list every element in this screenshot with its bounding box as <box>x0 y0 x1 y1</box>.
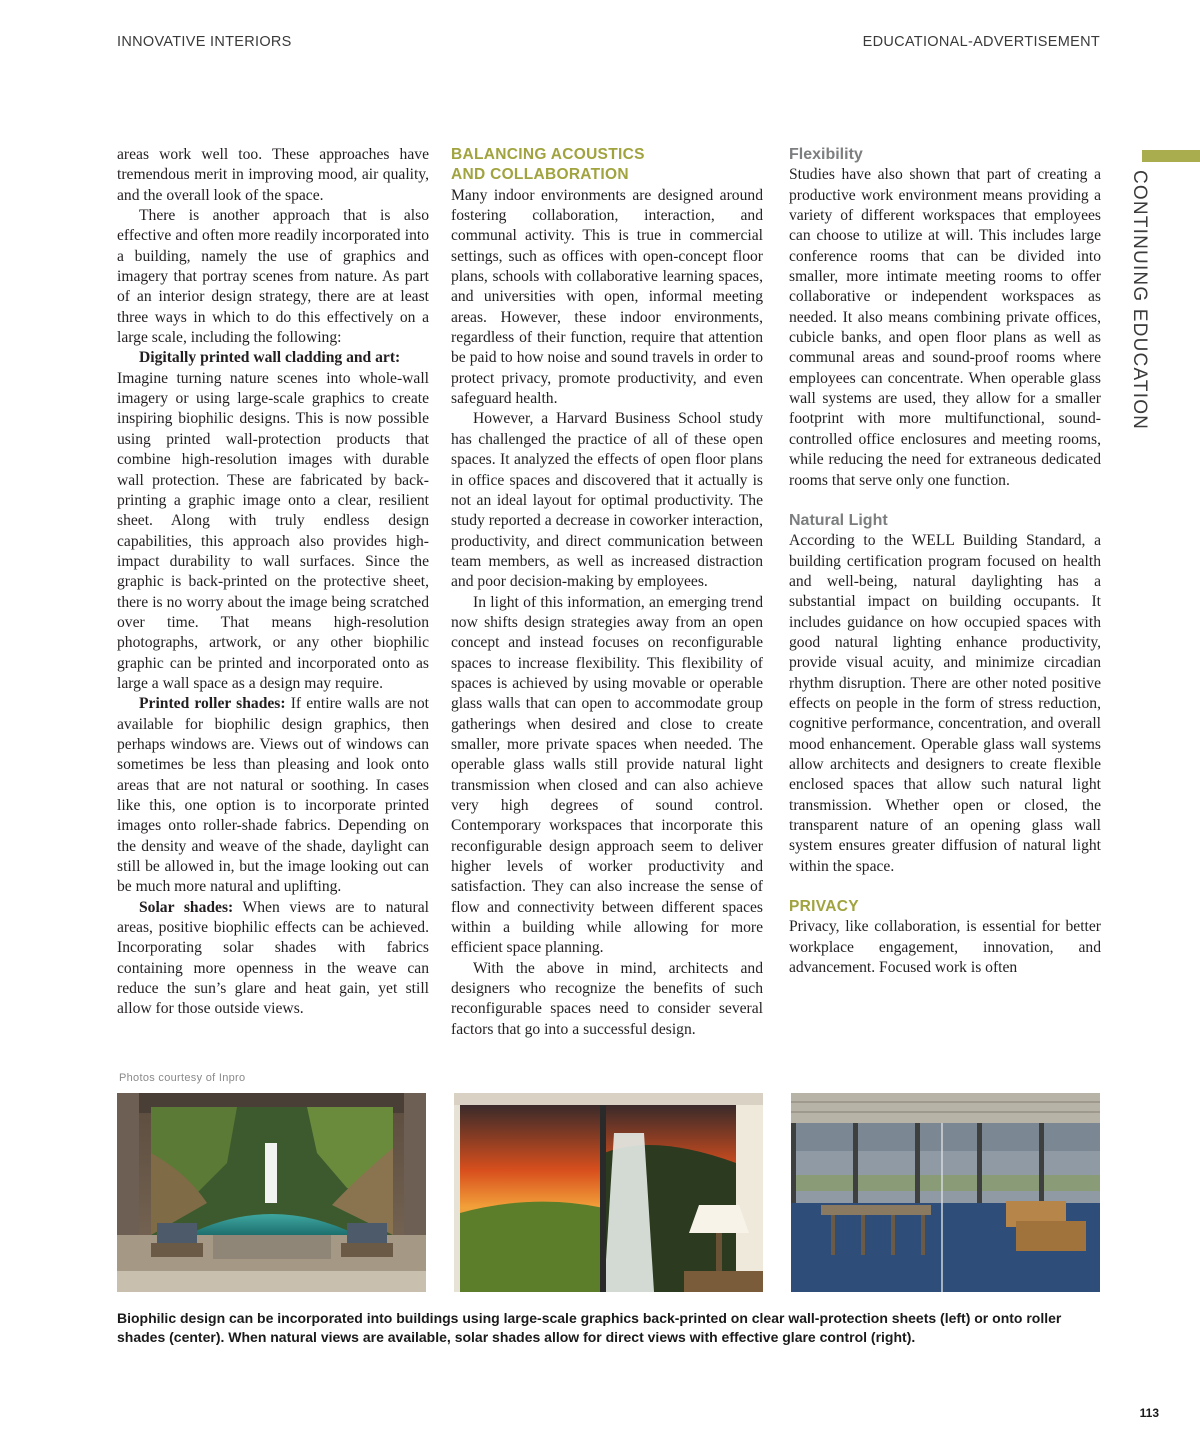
run-in-head: Printed roller shades: <box>139 695 286 713</box>
paragraph: With the above in mind, architects and designers who recognize the benefits of such reconfigurable spaces need to consider several factors that go into a successful design. <box>451 959 763 1038</box>
paragraph: In light of this information, an emerging trend now shifts design strategies away from an open concept and instead focuses on reconfigurable spaces to increase flexibility. This flexibility of spaces is achieved by using movable or operable glass walls that can open to accommodate group gatherings when desired and close to create smaller, more private spaces when needed. The operable glass walls still provide natural light transmission when closed and can also achieve very high degrees of sound control. Contemporary workspaces that incorporate this reconfigurable design approach seem to deliver higher levels of worker productivity and satisfaction. They can also increase the sense of flow and connectivity between different spaces within a building while allowing for more efficient space planning. <box>451 593 763 957</box>
paragraph: However, a Harvard Business School study has challenged the practice of all of these open spaces. It analyzed the effects of open floor plans in office spaces and discovered that it actually is not an ideal layout for optimal productivity. The study reported a decrease in coworker interaction, productivity, and direct communication between team members, as well as increased distraction and poor decision-making by employees. <box>451 410 763 591</box>
side-tab-label: CONTINUING EDUCATION <box>1129 170 1150 431</box>
section-heading <box>451 145 763 186</box>
section-heading-privacy: PRIVACY <box>789 898 859 916</box>
paragraph-body: Imagine turning nature scenes into whole-wall imagery or using large-scale graphics to create inspiring biophilic designs. This is now possible using printed wall-protection products that combine high-resolution images with durable wall protection. These are fabricated by back-printing a graphic image onto a clear, resilient sheet. Along with truly endless design capabilities, this approach also provides high-impact durability to wall surfaces. Since the graphic is back-printed on the protective sheet, there is no worry about the image being scratched over time. That means high-resolution photographs, artwork, or any other biophilic graphic can be printed and incorporated onto as large a wall space as a design may require. <box>117 369 429 692</box>
text-column-1 <box>117 145 429 1020</box>
paragraph <box>117 348 429 694</box>
paragraph: areas work well too. These approaches have tremendous merit in improving mood, air quality, and the overall look of the space. <box>117 146 429 204</box>
section-heading-line: AND COLLABORATION <box>451 166 629 184</box>
photo-credit: Photos courtesy of Inpro <box>119 1072 246 1084</box>
paragraph: According to the WELL Building Standard, a building certification program focused on health and well-being, natural daylighting has a substantial impact on building occupants. It includes guidance on how occupied spaces with good natural lighting enhance productivity, provide visual acuity, and minimize circadian rhythm disruption. There are other noted positive effects on people in the form of stress reduction, cognitive performance, concentration, and overall mood enhancement. Operable glass wall systems allow architects and designers to create flexible enclosed spaces that allow such natural light transmission. Whether open or closed, the transparent nature of an opening glass wall system ensures greater diffusion of natural light within the space. <box>789 532 1101 875</box>
paragraph: Studies have also shown that part of creating a productive work environment means providing a variety of different workspaces that employees can choose to utilize at will. This includes large conference rooms that can be divided into smaller, more intimate meeting rooms to offer collaborative or independent workspaces as needed. It also means combining private offices, cubicle banks, and open floor plans as well as communal areas and sound-proof rooms where employees can concentrate. When operable glass wall systems are used, they allow for a smaller footprint with more multifunctional, sound-controlled office enclosures and meeting rooms, while reducing the need for extraneous dedicated rooms that serve only one function. <box>789 166 1101 489</box>
paragraph-body: When views are to natural areas, positive biophilic effects can be achieved. Incorporating solar shades with fabrics containing more openness in the weave can reduce the sun’s glare and heat gain, yet still allow for those outside views. <box>117 898 429 1018</box>
side-tab-accent-bar <box>1142 150 1200 162</box>
running-header-right: EDUCATIONAL-ADVERTISEMENT <box>862 34 1100 50</box>
section-heading-line: BALANCING ACOUSTICS <box>451 146 645 163</box>
run-in-head: Solar shades: <box>139 898 234 916</box>
paragraph <box>117 898 429 1020</box>
subheading-flexibility: Flexibility <box>789 146 863 163</box>
subheading-natural-light: Natural Light <box>789 511 888 529</box>
paragraph-body: If entire walls are not available for biophilic design graphics, then perhaps windows are. Views out of windows can sometimes be less than pleasing and look onto areas that are not natural or soothing. In cases like this, one option is to incorporate printed images onto roller-shade fabrics. Depending on the density and weave of the shade, daylight can still be allowed in, but the image looking out can be much more natural and uplifting. <box>117 695 429 896</box>
paragraph <box>117 694 429 897</box>
paragraph: Privacy, like collaboration, is essential for better workplace engagement, innovation, and advancement. Focused work is often <box>789 918 1101 977</box>
waterfall-wall-graphic-photo <box>117 1093 426 1292</box>
paragraph: There is another approach that is also effective and often more readily incorporated into a building, namely the use of graphics and imagery that portray scenes from nature. As part of an interior design strategy, there are at least three ways in which to do this effectively on a large scale, including the following: <box>117 207 429 347</box>
running-header-left: INNOVATIVE INTERIORS <box>117 34 292 50</box>
text-column-2 <box>451 145 763 1040</box>
page-number: 113 <box>1139 1406 1159 1420</box>
figure-caption: Biophilic design can be incorporated into buildings using large-scale graphics back-printed on clear wall-protection sheets (left) or onto roller shades (center). When natural views are available, solar shades allow for direct views with effective glare control (right). <box>117 1310 1062 1345</box>
run-in-head: Digitally printed wall cladding and art: <box>139 349 401 367</box>
text-column-3 <box>789 145 1101 978</box>
paragraph: Many indoor environments are designed around fostering collaboration, interaction, and communal activity. This is true in commercial settings, such as offices with open-concept floor plans, schools with collaborative learning spaces, and universities with open, informal meeting areas. However, these indoor environments, regardless of their function, require that attention be paid to how noise and sound travels in order to protect privacy, promote productivity, and even safeguard health. <box>451 186 763 408</box>
waterfall-roller-shade-photo <box>454 1093 763 1292</box>
conference-room-solar-shades-photo <box>791 1093 1100 1292</box>
